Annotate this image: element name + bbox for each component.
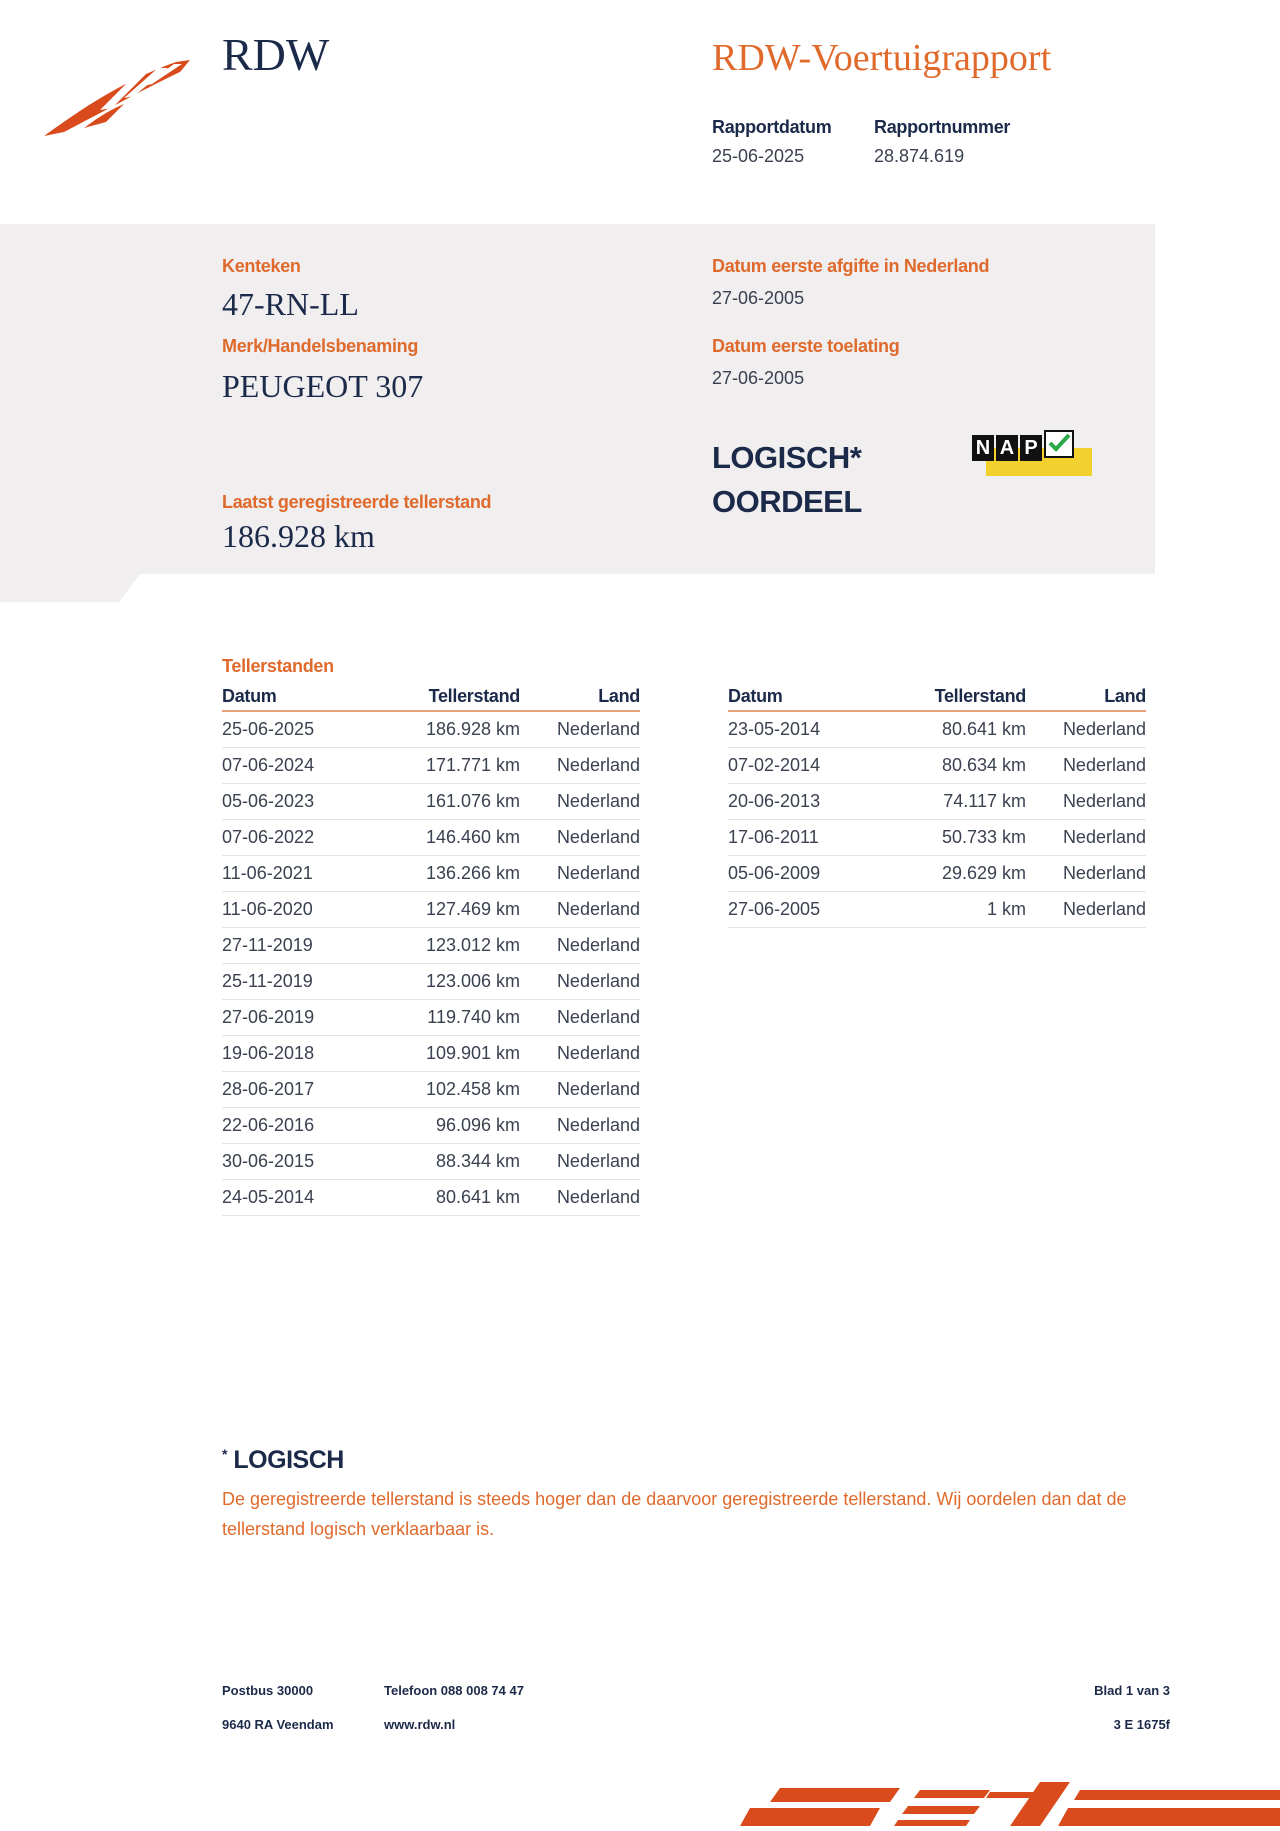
reading-country: Nederland	[520, 711, 640, 748]
verdict-line2: OORDEEL	[712, 484, 862, 519]
readings-table-left	[222, 686, 640, 1216]
footer-address1: Postbus 30000	[222, 1683, 314, 1698]
reading-km: 1 km	[878, 892, 1026, 928]
footer-web[interactable]: www.rdw.nl	[384, 1717, 456, 1732]
table-row	[222, 1000, 640, 1036]
nap-logo	[972, 430, 1092, 480]
col-date: Datum	[222, 686, 372, 711]
table-row	[222, 892, 640, 928]
reading-km: 74.117 km	[878, 784, 1026, 820]
reading-km: 102.458 km	[372, 1072, 520, 1108]
col-country: Land	[520, 686, 640, 711]
reading-date: 27-11-2019	[222, 928, 372, 964]
readings-title: Tellerstanden	[222, 656, 334, 676]
reading-date: 07-02-2014	[728, 748, 878, 784]
table-row	[222, 928, 640, 964]
reading-km: 146.460 km	[372, 820, 520, 856]
plate-value: 47-RN-LL	[222, 286, 359, 322]
reading-date: 27-06-2019	[222, 1000, 372, 1036]
reading-country: Nederland	[520, 820, 640, 856]
reading-country: Nederland	[1026, 856, 1146, 892]
reading-km: 80.641 km	[372, 1180, 520, 1216]
footer-phone: Telefoon 088 008 74 47	[384, 1683, 524, 1698]
reading-country: Nederland	[1026, 784, 1146, 820]
table-row	[222, 1072, 640, 1108]
reading-km: 123.006 km	[372, 964, 520, 1000]
reading-date: 11-06-2021	[222, 856, 372, 892]
table-row	[222, 1144, 640, 1180]
reading-date: 25-06-2025	[222, 711, 372, 748]
reading-date: 05-06-2009	[728, 856, 878, 892]
table-row	[222, 748, 640, 784]
reading-km: 88.344 km	[372, 1144, 520, 1180]
nap-letter-a: A	[996, 435, 1018, 461]
reading-km: 127.469 km	[372, 892, 520, 928]
reading-country: Nederland	[520, 1036, 640, 1072]
brand-name: RDW	[222, 29, 330, 80]
report-date-value: 25-06-2025	[712, 146, 805, 166]
reading-date: 07-06-2022	[222, 820, 372, 856]
reading-country: Nederland	[520, 892, 640, 928]
reading-km: 119.740 km	[372, 1000, 520, 1036]
reading-km: 123.012 km	[372, 928, 520, 964]
table-row	[728, 856, 1146, 892]
footnote-title: LOGISCH	[233, 1446, 344, 1474]
reading-km: 136.266 km	[372, 856, 520, 892]
report-title: RDW-Voertuigrapport	[712, 37, 1052, 79]
make-value: PEUGEOT 307	[222, 368, 424, 404]
footer-address2: 9640 RA Veendam	[222, 1717, 334, 1732]
reading-date: 28-06-2017	[222, 1072, 372, 1108]
first-admission-value: 27-06-2005	[712, 368, 805, 388]
first-admission-label: Datum eerste toelating	[712, 336, 900, 356]
reading-country: Nederland	[520, 1144, 640, 1180]
reading-date: 05-06-2023	[222, 784, 372, 820]
report-number-value: 28.874.619	[874, 146, 965, 166]
table-row	[222, 1108, 640, 1144]
reading-country: Nederland	[520, 1000, 640, 1036]
table-row	[728, 748, 1146, 784]
nap-letter-n: N	[972, 435, 994, 461]
reading-country: Nederland	[520, 748, 640, 784]
table-row	[728, 820, 1146, 856]
table-row	[222, 1036, 640, 1072]
reading-country: Nederland	[520, 964, 640, 1000]
footnote-heading	[222, 1446, 344, 1475]
reading-date: 19-06-2018	[222, 1036, 372, 1072]
reading-date: 27-06-2005	[728, 892, 878, 928]
reading-country: Nederland	[1026, 892, 1146, 928]
decorative-stripes-icon	[740, 1782, 1280, 1826]
readings-table-right	[728, 686, 1146, 928]
table-row	[728, 892, 1146, 928]
footnote-text: De geregistreerde tellerstand is steeds hoger dan de daarvoor geregistreerde tellerstand. Wij oordelen dan dat de tellerstand logisch verklaarbaar is.	[222, 1489, 1127, 1539]
reading-km: 50.733 km	[878, 820, 1026, 856]
verdict-line1: LOGISCH*	[712, 440, 862, 475]
table-row	[222, 711, 640, 748]
table-row	[728, 784, 1146, 820]
reading-km: 109.901 km	[372, 1036, 520, 1072]
col-country: Land	[1026, 686, 1146, 711]
odometer-label: Laatst geregistreerde tellerstand	[222, 492, 492, 512]
reading-km: 186.928 km	[372, 711, 520, 748]
reading-date: 30-06-2015	[222, 1144, 372, 1180]
footnote-marker: *	[222, 1446, 227, 1462]
reading-date: 22-06-2016	[222, 1108, 372, 1144]
reading-km: 161.076 km	[372, 784, 520, 820]
checkmark-icon	[1044, 430, 1074, 458]
reading-km: 29.629 km	[878, 856, 1026, 892]
first-nl-label: Datum eerste afgifte in Nederland	[712, 256, 990, 276]
make-label: Merk/Handelsbenaming	[222, 336, 419, 356]
reading-date: 24-05-2014	[222, 1180, 372, 1216]
reading-country: Nederland	[1026, 820, 1146, 856]
reading-country: Nederland	[520, 1108, 640, 1144]
nap-letter-p: P	[1020, 435, 1042, 461]
reading-country: Nederland	[1026, 748, 1146, 784]
col-km: Tellerstand	[878, 686, 1026, 711]
table-row	[222, 964, 640, 1000]
reading-country: Nederland	[1026, 711, 1146, 748]
reading-country: Nederland	[520, 1072, 640, 1108]
reading-country: Nederland	[520, 856, 640, 892]
reading-date: 11-06-2020	[222, 892, 372, 928]
reading-country: Nederland	[520, 784, 640, 820]
odometer-value: 186.928 km	[222, 518, 375, 554]
col-km: Tellerstand	[372, 686, 520, 711]
reading-date: 23-05-2014	[728, 711, 878, 748]
reading-km: 171.771 km	[372, 748, 520, 784]
table-row	[222, 820, 640, 856]
col-date: Datum	[728, 686, 878, 711]
table-row	[728, 711, 1146, 748]
panel-tail	[0, 574, 140, 602]
reading-km: 96.096 km	[372, 1108, 520, 1144]
table-row	[222, 784, 640, 820]
reading-date: 17-06-2011	[728, 820, 878, 856]
report-number-label: Rapportnummer	[874, 117, 1011, 137]
reading-country: Nederland	[520, 1180, 640, 1216]
first-nl-value: 27-06-2005	[712, 288, 805, 308]
footer-code: 3 E 1675f	[1113, 1717, 1170, 1732]
table-row	[222, 1180, 640, 1216]
table-row	[222, 856, 640, 892]
footer-page: Blad 1 van 3	[1094, 1683, 1170, 1698]
rdw-logo-icon	[40, 52, 200, 142]
reading-date: 25-11-2019	[222, 964, 372, 1000]
reading-date: 07-06-2024	[222, 748, 372, 784]
reading-km: 80.641 km	[878, 711, 1026, 748]
reading-country: Nederland	[520, 928, 640, 964]
reading-km: 80.634 km	[878, 748, 1026, 784]
report-date-label: Rapportdatum	[712, 117, 832, 137]
reading-date: 20-06-2013	[728, 784, 878, 820]
plate-label: Kenteken	[222, 256, 301, 276]
